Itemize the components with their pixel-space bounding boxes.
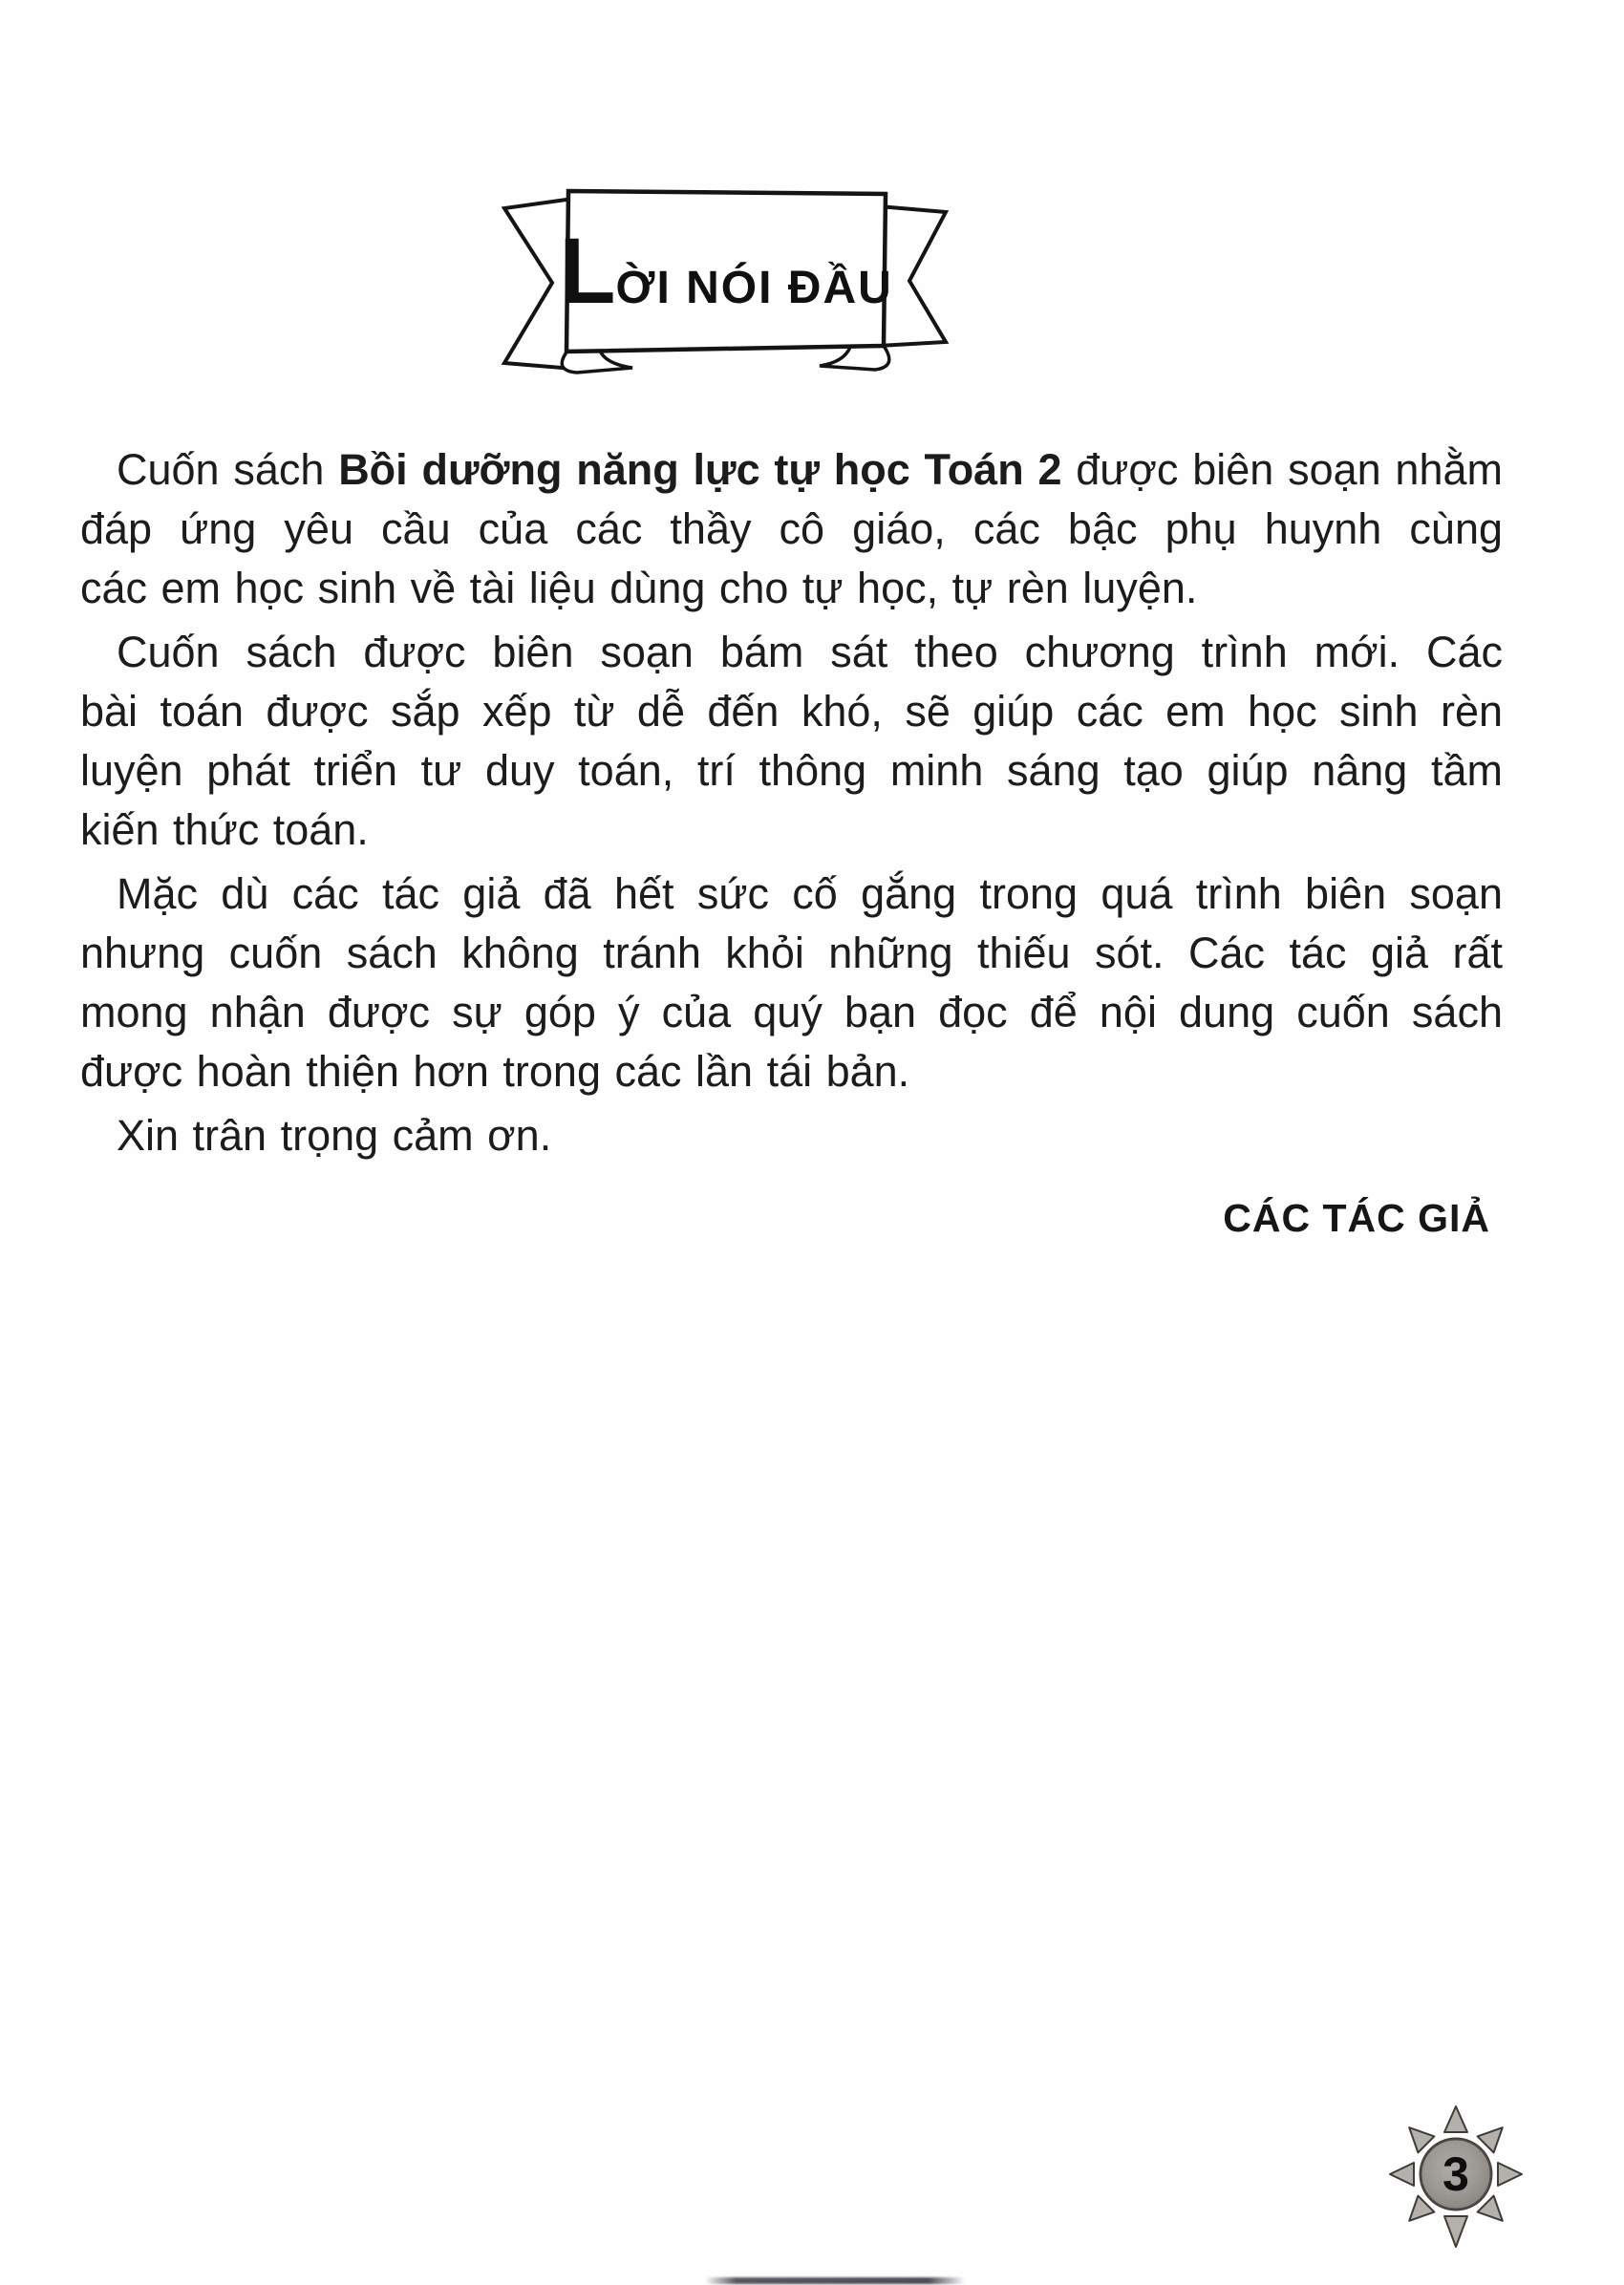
text-line: bài toán được sắp xếp từ dễ đến khó, sẽ giúp các em học sinh rèn	[80, 687, 1503, 736]
text-line: nhưng cuốn sách không tránh khỏi những thiếu sót. Các tác giả rất	[80, 929, 1503, 977]
text-line: kiến thức toán.	[80, 805, 369, 854]
text-line: mong nhận được sự góp ý của quý bạn đọc để nội dung cuốn sách	[80, 988, 1503, 1036]
page-number-badge	[1376, 2100, 1538, 2253]
text-line: các em học sinh về tài liệu dùng cho tự học, tự rèn luyện.	[80, 564, 1198, 612]
paragraph	[80, 623, 1503, 860]
title-text: LỜI NÓI ĐẦU	[559, 218, 893, 323]
text-line: Mặc dù các tác giả đã hết sức cố gắng trong quá trình biên soạn	[117, 869, 1503, 918]
text-line: Cuốn sách được biên soạn bám sát theo chương trình mới. Các	[117, 628, 1503, 676]
preface-banner	[497, 182, 955, 387]
page-title	[559, 182, 893, 359]
paragraph	[80, 1106, 1503, 1165]
text-line: đáp ứng yêu cầu của các thầy cô giáo, các bậc phụ huynh cùng	[80, 504, 1503, 553]
text-line: luyện phát triển tư duy toán, trí thông minh sáng tạo giúp nâng tầm	[80, 746, 1503, 795]
paragraphs	[80, 440, 1503, 1170]
text-line: được hoàn thiện hơn trong các lần tái bản.	[80, 1047, 910, 1096]
page-number: 3	[1442, 2147, 1469, 2201]
paragraph	[80, 440, 1503, 618]
paragraph	[80, 865, 1503, 1101]
authors-signature: CÁC TÁC GIẢ	[1223, 1196, 1490, 1240]
text-line: Xin trân trọng cảm ơn.	[117, 1111, 552, 1160]
text-line: Cuốn sách Bồi dưỡng năng lực tự học Toán 2 được biên soạn nhằm	[117, 445, 1503, 494]
scan-smudge	[705, 2277, 965, 2284]
sunburst-icon	[1376, 2100, 1538, 2253]
